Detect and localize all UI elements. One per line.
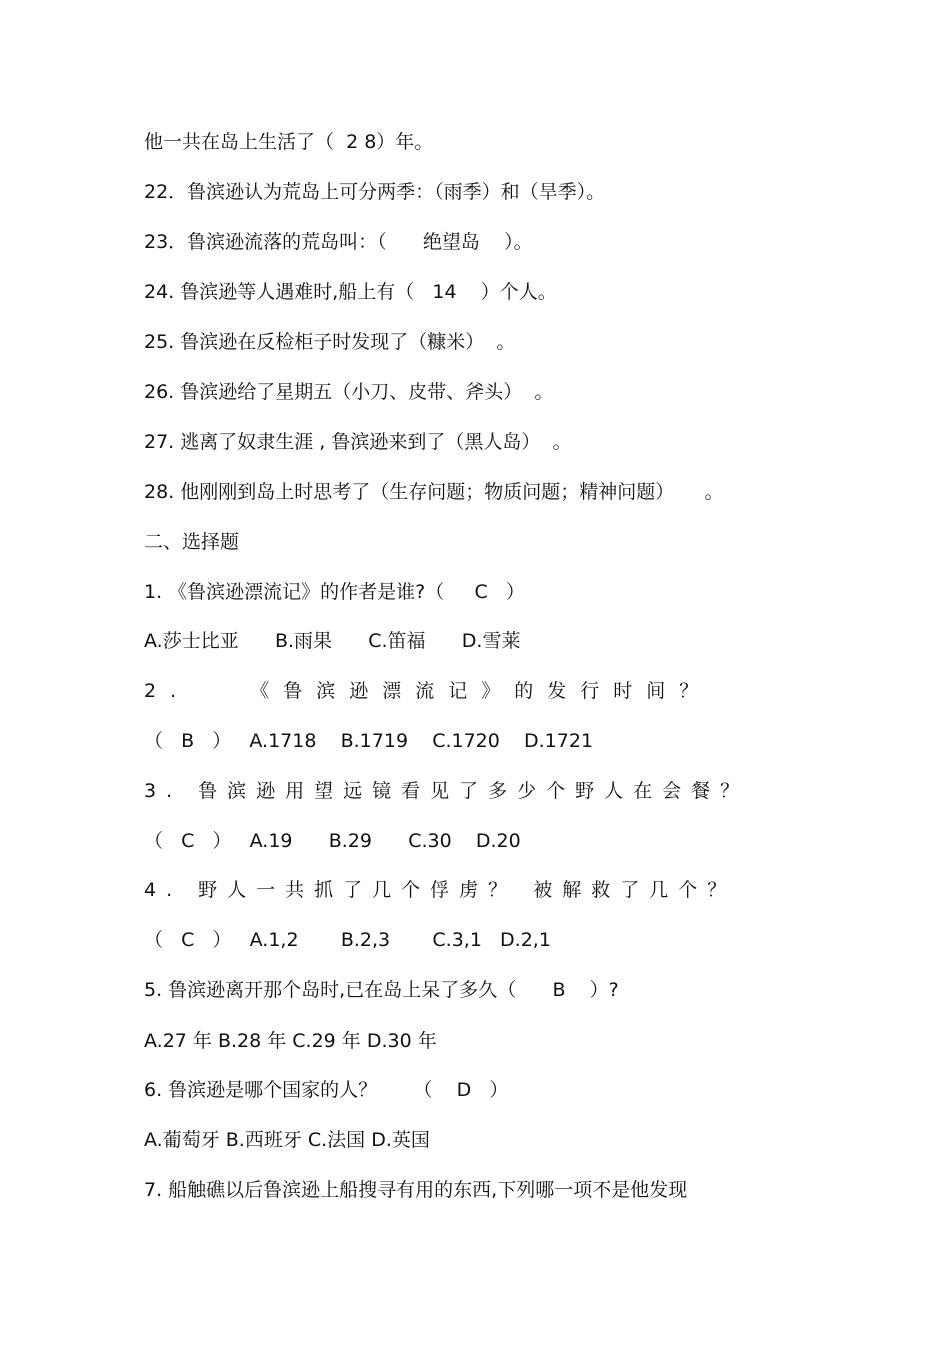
- choice-question-3: 3. 鲁滨逊用望远镜看见了多少个野人在会餐？: [144, 780, 750, 802]
- question-25: 25. 鲁滨逊在反检柜子时发现了（糠米） 。: [144, 331, 516, 353]
- choice-question-5: 5. 鲁滨逊离开那个岛时,已在岛上呆了多久（ B ）?: [144, 979, 619, 1001]
- choice-options-6: A.葡萄牙 B.西班牙 C.法国 D.英国: [144, 1129, 430, 1151]
- question-28: 28. 他刚刚到岛上时思考了（生存问题；物质问题；精神问题） 。: [144, 481, 724, 503]
- question-24: 24. 鲁滨逊等人遇难时,船上有（ 14 ）个人。: [144, 281, 557, 303]
- choice-options-3: （ C ） A.19 B.29 C.30 D.20: [144, 830, 521, 852]
- choice-options-1: A.莎士比亚 B.雨果 C.笛福 D.雪莱: [144, 630, 521, 652]
- choice-question-7: 7. 船触礁以后鲁滨逊上船搜寻有用的东西,下列哪一项不是他发现: [144, 1179, 688, 1201]
- choice-options-4: （ C ） A.1,2 B.2,3 C.3,1 D.2,1: [144, 929, 551, 951]
- choice-question-1: 1. 《鲁滨逊漂流记》的作者是谁?（ C ）: [144, 581, 525, 603]
- choice-options-2: （ B ） A.1718 B.1719 C.1720 D.1721: [144, 730, 594, 752]
- choice-options-5: A.27 年 B.28 年 C.29 年 D.30 年: [144, 1030, 437, 1052]
- question-26: 26. 鲁滨逊给了星期五（小刀、皮带、斧头） 。: [144, 381, 554, 403]
- question-22: 22．鲁滨逊认为荒岛上可分两季：（雨季）和（旱季）。: [144, 181, 606, 203]
- section-heading-choice: 二、选择题: [144, 531, 240, 553]
- question-23: 23．鲁滨逊流落的荒岛叫：（ 绝望岛 ）。: [144, 231, 533, 253]
- choice-question-2: 2. 《鲁滨逊漂流记》的发行时间？: [144, 680, 713, 702]
- choice-question-6: 6. 鲁滨逊是哪个国家的人？ （ D ）: [144, 1079, 509, 1101]
- choice-question-4: 4. 野人一共抓了几个俘虏？ 被解救了几个？: [144, 879, 737, 901]
- question-27: 27. 逃离了奴隶生涯 , 鲁滨逊来到了（黑人岛） 。: [144, 431, 572, 453]
- text-line-continuation: 他一共在岛上生活了（ 2 8）年。: [144, 131, 434, 153]
